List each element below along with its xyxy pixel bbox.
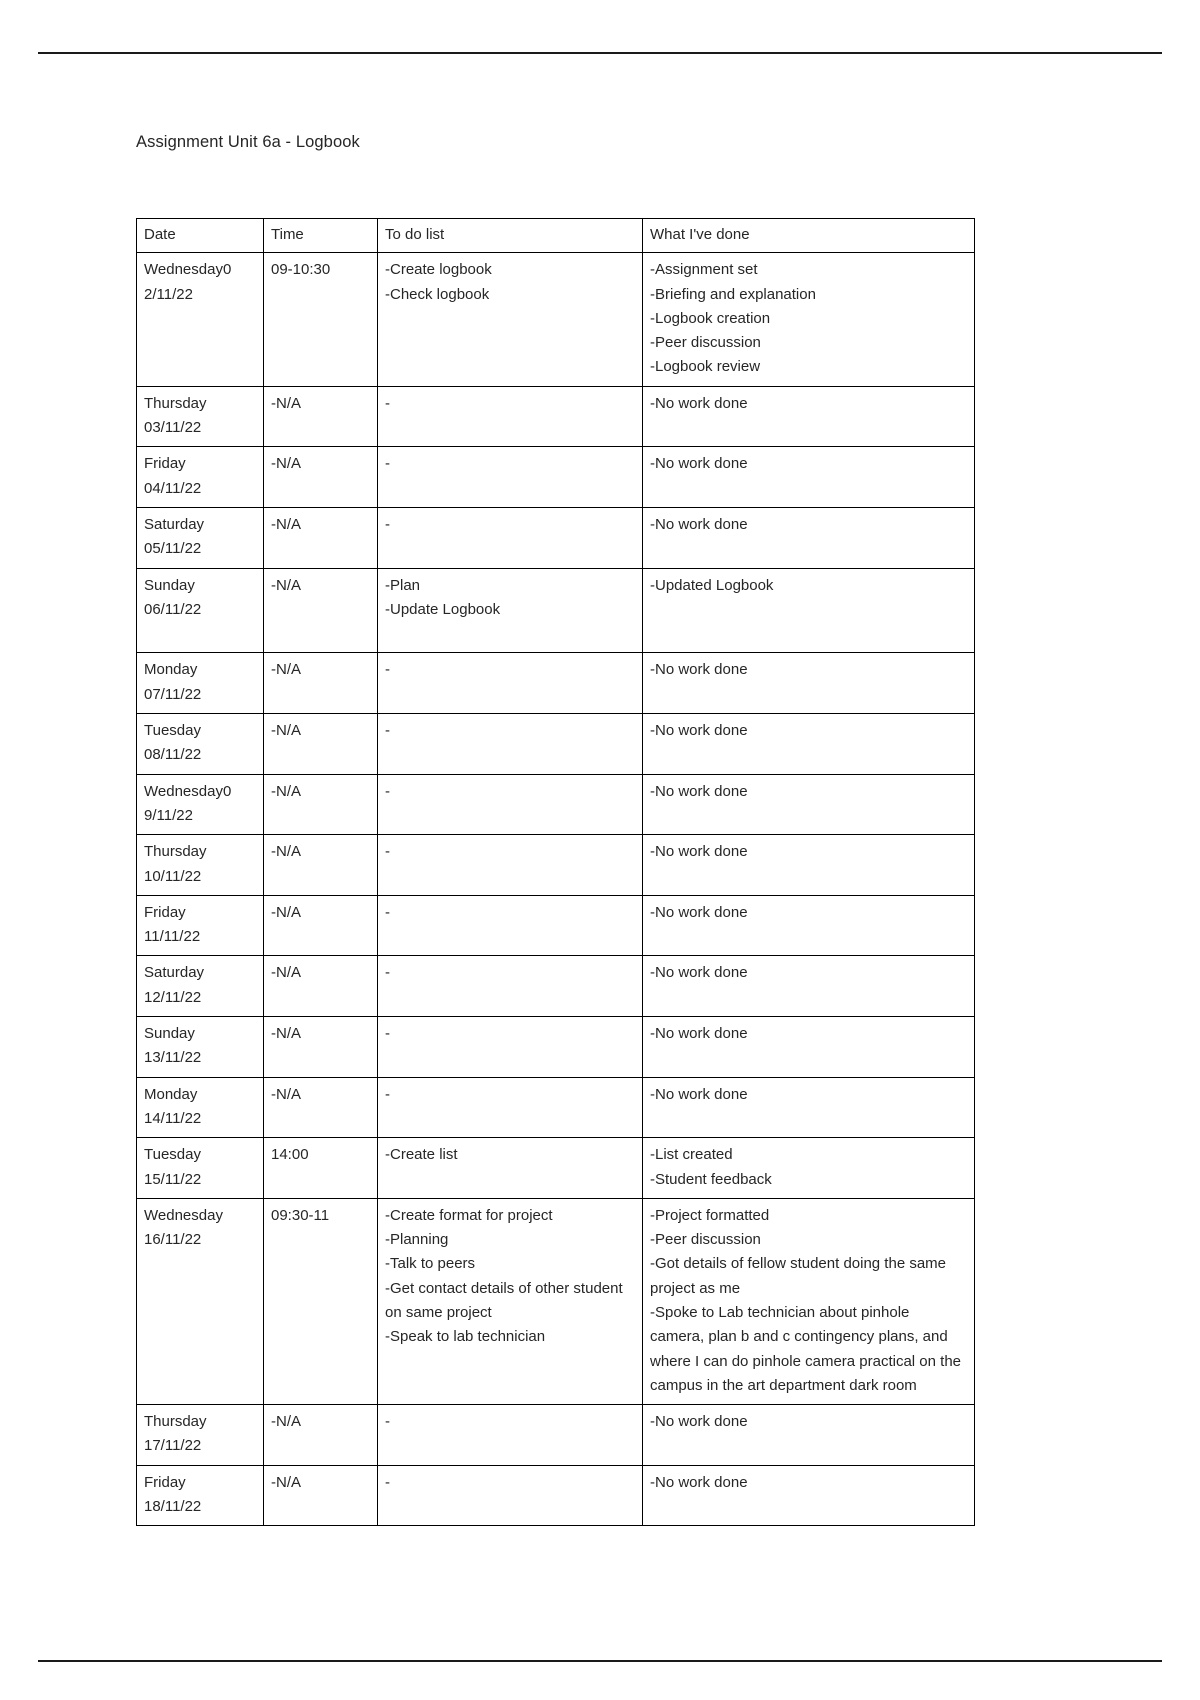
date-line-2: 15/11/22 bbox=[144, 1170, 202, 1188]
todo-list-item bbox=[385, 658, 635, 682]
cell-date bbox=[137, 253, 264, 386]
cell-date bbox=[137, 1405, 264, 1466]
done-list-item: - Peer discussion bbox=[650, 331, 967, 355]
cell-time bbox=[264, 1138, 378, 1199]
date-line-1: Tuesday bbox=[144, 1146, 201, 1164]
todo-list bbox=[385, 1143, 635, 1167]
cell-todo bbox=[378, 1138, 643, 1199]
table-row bbox=[137, 774, 975, 835]
todo-list-item bbox=[385, 901, 635, 925]
todo-list-item bbox=[385, 452, 635, 476]
cell-done bbox=[643, 507, 975, 568]
cell-done bbox=[643, 956, 975, 1017]
done-list bbox=[650, 780, 967, 804]
cell-time bbox=[264, 653, 378, 714]
cell-todo bbox=[378, 956, 643, 1017]
time-value: - N/A bbox=[271, 1022, 370, 1046]
time-value: - N/A bbox=[271, 840, 370, 864]
todo-list bbox=[385, 392, 635, 416]
table-row bbox=[137, 253, 975, 386]
todo-list bbox=[385, 961, 635, 985]
date-line-1: Sunday bbox=[144, 1025, 195, 1043]
done-list-item: - No work done bbox=[650, 780, 967, 804]
date-line-1: Thursday bbox=[144, 843, 207, 861]
cell-date bbox=[137, 1198, 264, 1404]
todo-list-item: - Speak to lab technician bbox=[385, 1325, 635, 1349]
todo-list bbox=[385, 574, 635, 623]
done-list-item: - Logbook creation bbox=[650, 307, 967, 331]
done-list bbox=[650, 513, 967, 537]
cell-done bbox=[643, 1405, 975, 1466]
cell-date bbox=[137, 1077, 264, 1138]
todo-list-item bbox=[385, 719, 635, 743]
done-list-item: - Updated Logbook bbox=[650, 574, 967, 598]
todo-list bbox=[385, 452, 635, 476]
cell-date bbox=[137, 1017, 264, 1078]
date-line-1: Saturday bbox=[144, 515, 205, 533]
todo-list-item: - Create format for project bbox=[385, 1204, 635, 1228]
date-line-2: 10/11/22 bbox=[144, 867, 202, 885]
date-lines bbox=[144, 1471, 256, 1520]
cell-time bbox=[264, 253, 378, 386]
done-list-item: - Logbook review bbox=[650, 355, 967, 379]
cell-time bbox=[264, 568, 378, 653]
time-value: 14:00 bbox=[271, 1146, 309, 1164]
table-row bbox=[137, 653, 975, 714]
table-row bbox=[137, 447, 975, 508]
cell-date bbox=[137, 386, 264, 447]
cell-done bbox=[643, 835, 975, 896]
todo-list-item: - Create logbook bbox=[385, 258, 635, 282]
time-value: - N/A bbox=[271, 780, 370, 804]
done-list bbox=[650, 574, 967, 598]
done-list-item: - No work done bbox=[650, 961, 967, 985]
done-list bbox=[650, 392, 967, 416]
time-lines bbox=[271, 658, 370, 682]
done-list-item: - No work done bbox=[650, 658, 967, 682]
time-lines bbox=[271, 901, 370, 925]
cell-time bbox=[264, 1077, 378, 1138]
date-line-1: Sunday bbox=[144, 576, 195, 594]
cell-todo bbox=[378, 774, 643, 835]
time-lines bbox=[271, 258, 370, 282]
cell-done bbox=[643, 1077, 975, 1138]
cell-time bbox=[264, 1405, 378, 1466]
date-lines bbox=[144, 574, 256, 623]
date-lines bbox=[144, 1083, 256, 1132]
date-lines bbox=[144, 513, 256, 562]
done-list-item: - No work done bbox=[650, 719, 967, 743]
cell-time bbox=[264, 714, 378, 775]
date-line-1: Wednesday bbox=[144, 1206, 223, 1224]
date-line-2: 05/11/22 bbox=[144, 540, 202, 558]
done-list bbox=[650, 452, 967, 476]
date-line-1: Friday bbox=[144, 455, 186, 473]
cell-todo bbox=[378, 1077, 643, 1138]
time-value: - N/A bbox=[271, 1471, 370, 1495]
cell-date bbox=[137, 507, 264, 568]
time-lines bbox=[271, 1022, 370, 1046]
table-row bbox=[137, 386, 975, 447]
time-lines bbox=[271, 780, 370, 804]
table-row bbox=[137, 895, 975, 956]
cell-time bbox=[264, 956, 378, 1017]
todo-list-item: - Check logbook bbox=[385, 283, 635, 307]
column-header-time: Time bbox=[264, 219, 378, 253]
done-list-item: - Spoke to Lab technician about pinhole camera, plan b and c contingency plans, and where I can do pinhole camera practical on the campus in the art department dark room bbox=[650, 1301, 967, 1398]
todo-list-item bbox=[385, 1410, 635, 1434]
date-lines bbox=[144, 961, 256, 1010]
table-row bbox=[137, 956, 975, 1017]
todo-list-item bbox=[385, 840, 635, 864]
date-line-2: 08/11/22 bbox=[144, 746, 202, 764]
time-lines bbox=[271, 1410, 370, 1434]
table-body bbox=[137, 253, 975, 1526]
done-list bbox=[650, 901, 967, 925]
cell-done bbox=[643, 253, 975, 386]
cell-time bbox=[264, 774, 378, 835]
cell-todo bbox=[378, 1017, 643, 1078]
todo-list-item bbox=[385, 961, 635, 985]
date-line-2: 13/11/22 bbox=[144, 1049, 202, 1067]
cell-done bbox=[643, 1465, 975, 1526]
date-line-1: Wednesday0 bbox=[144, 782, 232, 800]
todo-list bbox=[385, 1022, 635, 1046]
time-value: - N/A bbox=[271, 658, 370, 682]
cell-date bbox=[137, 774, 264, 835]
cell-todo bbox=[378, 1465, 643, 1526]
time-value: - N/A bbox=[271, 1410, 370, 1434]
done-list-item: - No work done bbox=[650, 513, 967, 537]
cell-done bbox=[643, 774, 975, 835]
column-header-todo: To do list bbox=[378, 219, 643, 253]
time-value: - N/A bbox=[271, 1083, 370, 1107]
done-list bbox=[650, 1143, 967, 1192]
date-lines bbox=[144, 840, 256, 889]
time-lines bbox=[271, 719, 370, 743]
date-lines bbox=[144, 1022, 256, 1071]
date-lines bbox=[144, 452, 256, 501]
cell-todo bbox=[378, 386, 643, 447]
done-list bbox=[650, 1204, 967, 1398]
date-lines bbox=[144, 1143, 256, 1192]
cell-todo bbox=[378, 714, 643, 775]
todo-list-item: - Update Logbook bbox=[385, 598, 635, 622]
cell-todo bbox=[378, 447, 643, 508]
date-line-2: 06/11/22 bbox=[144, 600, 202, 618]
date-lines bbox=[144, 719, 256, 768]
done-list-item: - No work done bbox=[650, 840, 967, 864]
todo-list-item bbox=[385, 1471, 635, 1495]
cell-todo bbox=[378, 1198, 643, 1404]
cell-done bbox=[643, 386, 975, 447]
done-list-item: - List created bbox=[650, 1143, 967, 1167]
date-line-2: 07/11/22 bbox=[144, 685, 202, 703]
todo-list bbox=[385, 1083, 635, 1107]
time-value: - N/A bbox=[271, 574, 370, 598]
date-line-1: Friday bbox=[144, 1473, 186, 1491]
table-row bbox=[137, 507, 975, 568]
cell-date bbox=[137, 714, 264, 775]
cell-time bbox=[264, 1465, 378, 1526]
cell-date bbox=[137, 653, 264, 714]
time-lines bbox=[271, 392, 370, 416]
time-lines bbox=[271, 452, 370, 476]
done-list-item: - No work done bbox=[650, 1022, 967, 1046]
cell-done bbox=[643, 447, 975, 508]
time-value: 09:30-11 bbox=[271, 1206, 330, 1224]
time-lines bbox=[271, 1471, 370, 1495]
todo-list bbox=[385, 1204, 635, 1350]
todo-list-item: - Plan bbox=[385, 574, 635, 598]
done-list-item: - No work done bbox=[650, 1471, 967, 1495]
done-list-item: - Got details of fellow student doing the same project as me bbox=[650, 1252, 967, 1301]
done-list-item: - No work done bbox=[650, 901, 967, 925]
date-line-2: 14/11/22 bbox=[144, 1109, 202, 1127]
date-line-1: Wednesday0 bbox=[144, 261, 232, 279]
time-value: 09-10:30 bbox=[271, 261, 331, 279]
time-lines bbox=[271, 574, 370, 598]
cell-done bbox=[643, 653, 975, 714]
todo-list-item bbox=[385, 1022, 635, 1046]
date-lines bbox=[144, 1410, 256, 1459]
time-value: - N/A bbox=[271, 719, 370, 743]
done-list-item: - Peer discussion bbox=[650, 1228, 967, 1252]
done-list bbox=[650, 1022, 967, 1046]
date-line-2: 04/11/22 bbox=[144, 479, 202, 497]
todo-list-item: - Create list bbox=[385, 1143, 635, 1167]
done-list bbox=[650, 961, 967, 985]
time-lines bbox=[271, 961, 370, 985]
cell-date bbox=[137, 1465, 264, 1526]
table-row bbox=[137, 835, 975, 896]
date-line-1: Saturday bbox=[144, 964, 205, 982]
done-list-item: - Assignment set bbox=[650, 258, 967, 282]
todo-list bbox=[385, 658, 635, 682]
date-line-1: Monday bbox=[144, 661, 198, 679]
todo-list bbox=[385, 780, 635, 804]
table-row bbox=[137, 1077, 975, 1138]
date-line-2: 12/11/22 bbox=[144, 988, 202, 1006]
page-footer-rule bbox=[38, 1660, 1162, 1662]
date-lines bbox=[144, 658, 256, 707]
date-line-2: 11/11/22 bbox=[144, 928, 201, 946]
date-lines bbox=[144, 780, 256, 829]
date-lines bbox=[144, 901, 256, 950]
todo-list-item bbox=[385, 392, 635, 416]
time-lines bbox=[271, 513, 370, 537]
cell-done bbox=[643, 1017, 975, 1078]
cell-done bbox=[643, 895, 975, 956]
date-line-1: Thursday bbox=[144, 1413, 207, 1431]
date-line-2: 16/11/22 bbox=[144, 1231, 202, 1249]
cell-date bbox=[137, 895, 264, 956]
todo-list bbox=[385, 258, 635, 307]
date-lines bbox=[144, 392, 256, 441]
cell-done bbox=[643, 714, 975, 775]
time-value: - N/A bbox=[271, 961, 370, 985]
done-list bbox=[650, 1410, 967, 1434]
done-list-item: - Student feedback bbox=[650, 1168, 967, 1192]
table-row bbox=[137, 714, 975, 775]
table-row bbox=[137, 1198, 975, 1404]
cell-todo bbox=[378, 253, 643, 386]
date-line-1: Thursday bbox=[144, 394, 207, 412]
time-value: - N/A bbox=[271, 513, 370, 537]
time-value: - N/A bbox=[271, 392, 370, 416]
table-header-row bbox=[137, 219, 975, 253]
todo-list bbox=[385, 1410, 635, 1434]
date-line-1: Friday bbox=[144, 903, 186, 921]
time-lines bbox=[271, 1143, 370, 1167]
table-row bbox=[137, 1405, 975, 1466]
cell-done bbox=[643, 568, 975, 653]
time-lines bbox=[271, 840, 370, 864]
cell-time bbox=[264, 1017, 378, 1078]
date-line-2: 03/11/22 bbox=[144, 419, 202, 437]
done-list bbox=[650, 840, 967, 864]
cell-todo bbox=[378, 568, 643, 653]
cell-todo bbox=[378, 895, 643, 956]
todo-list-item: - Planning bbox=[385, 1228, 635, 1252]
cell-todo bbox=[378, 835, 643, 896]
date-lines bbox=[144, 1204, 256, 1253]
cell-date bbox=[137, 835, 264, 896]
date-line-2: 9/11/22 bbox=[144, 806, 193, 824]
done-list-item: - No work done bbox=[650, 392, 967, 416]
page-title: Assignment Unit 6a - Logbook bbox=[136, 133, 360, 151]
time-value: - N/A bbox=[271, 901, 370, 925]
cell-time bbox=[264, 507, 378, 568]
done-list bbox=[650, 719, 967, 743]
todo-list bbox=[385, 840, 635, 864]
cell-todo bbox=[378, 653, 643, 714]
done-list-item: - Project formatted bbox=[650, 1204, 967, 1228]
logbook-table bbox=[136, 218, 975, 1526]
todo-list-item bbox=[385, 780, 635, 804]
cell-date bbox=[137, 568, 264, 653]
page-header-rule bbox=[38, 52, 1162, 54]
date-line-2: 18/11/22 bbox=[144, 1498, 202, 1516]
todo-list bbox=[385, 513, 635, 537]
cell-done bbox=[643, 1138, 975, 1199]
todo-list bbox=[385, 1471, 635, 1495]
done-list-item: - No work done bbox=[650, 1410, 967, 1434]
date-line-1: Monday bbox=[144, 1085, 198, 1103]
date-line-1: Tuesday bbox=[144, 722, 201, 740]
table-row bbox=[137, 1017, 975, 1078]
table-row bbox=[137, 568, 975, 653]
todo-list-item: - Talk to peers bbox=[385, 1252, 635, 1276]
cell-date bbox=[137, 956, 264, 1017]
cell-todo bbox=[378, 507, 643, 568]
done-list bbox=[650, 1083, 967, 1107]
cell-done bbox=[643, 1198, 975, 1404]
time-lines bbox=[271, 1204, 370, 1228]
todo-list-item bbox=[385, 513, 635, 537]
cell-time bbox=[264, 1198, 378, 1404]
cell-date bbox=[137, 447, 264, 508]
date-line-2: 2/11/22 bbox=[144, 285, 193, 303]
done-list bbox=[650, 258, 967, 379]
column-header-done: What I've done bbox=[643, 219, 975, 253]
done-list-item: - No work done bbox=[650, 1083, 967, 1107]
cell-todo bbox=[378, 1405, 643, 1466]
done-list bbox=[650, 1471, 967, 1495]
todo-list-item bbox=[385, 1083, 635, 1107]
todo-list bbox=[385, 719, 635, 743]
cell-date bbox=[137, 1138, 264, 1199]
time-lines bbox=[271, 1083, 370, 1107]
todo-list bbox=[385, 901, 635, 925]
done-list bbox=[650, 658, 967, 682]
cell-time bbox=[264, 835, 378, 896]
table-header bbox=[137, 219, 975, 253]
done-list-item: - Briefing and explanation bbox=[650, 283, 967, 307]
table-row bbox=[137, 1138, 975, 1199]
time-value: - N/A bbox=[271, 452, 370, 476]
cell-time bbox=[264, 386, 378, 447]
cell-time bbox=[264, 895, 378, 956]
date-lines bbox=[144, 258, 256, 307]
done-list-item: - No work done bbox=[650, 452, 967, 476]
column-header-date: Date bbox=[137, 219, 264, 253]
date-line-2: 17/11/22 bbox=[144, 1437, 202, 1455]
table-row bbox=[137, 1465, 975, 1526]
row-spacer bbox=[385, 622, 635, 646]
todo-list-item: - Get contact details of other student on same project bbox=[385, 1277, 635, 1326]
cell-time bbox=[264, 447, 378, 508]
